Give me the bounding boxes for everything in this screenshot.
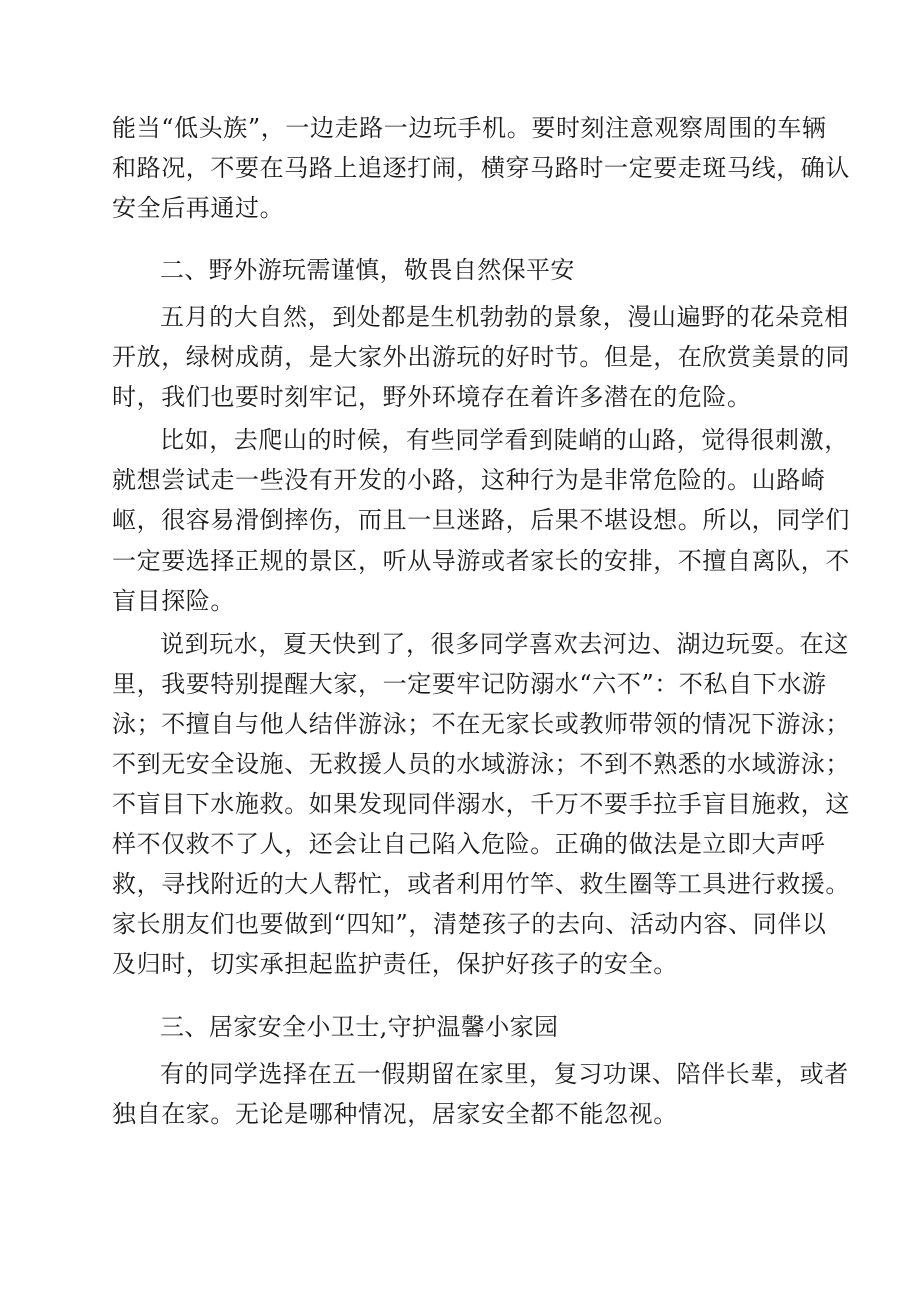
s2-p2-line-3: 岖，很容易滑倒摔伤，而且一旦迷路，后果不堪设想。所以，同学们: [112, 506, 850, 534]
intro-line-2: 和路况，不要在马路上追逐打闹，横穿马路时一定要走斑马线，确认: [112, 154, 850, 182]
section-2-heading: 二、野外游玩需谨慎，敬畏自然保平安: [160, 256, 575, 284]
s2-p2-line-5: 盲目探险。: [112, 587, 235, 615]
s2-p3-line-1: 说到玩水，夏天快到了，很多同学喜欢去河边、湖边玩耍。在这: [160, 630, 849, 658]
s3-p1-line-1: 有的同学选择在五一假期留在家里，复习功课、陪伴长辈，或者: [160, 1060, 849, 1088]
s2-p2-line-4: 一定要选择正规的景区，听从导游或者家长的安排，不擅自离队，不: [112, 547, 850, 575]
intro-line-1: 能当“低头族”，一边走路一边玩手机。要时刻注意观察周围的车辆: [112, 114, 827, 142]
s2-p3-line-4: 不到无安全设施、无救援人员的水域游泳；不到不熟悉的水域游泳；: [112, 750, 850, 778]
s2-p2-line-2: 就想尝试走一些没有开发的小路，这种行为是非常危险的。山路崎: [112, 466, 826, 494]
s2-p3-line-5: 不盲目下水施救。如果发现同伴溺水，千万不要手拉手盲目施救，这: [112, 790, 850, 818]
section-3-heading: 三、居家安全小卫士,守护温馨小家园: [160, 1013, 559, 1041]
s2-p3-line-6: 样不仅救不了人，还会让自己陷入危险。正确的做法是立即大声呼: [112, 830, 826, 858]
s2-p1-line-2: 开放，绿树成荫，是大家外出游玩的好时节。但是，在欣赏美景的同: [112, 343, 850, 371]
s2-p3-line-9: 及归时，切实承担起监护责任，保护好孩子的安全。: [112, 950, 678, 978]
intro-line-3: 安全后再通过。: [112, 194, 285, 222]
s2-p3-line-3: 泳；不擅自与他人结伴游泳；不在无家长或教师带领的情况下游泳；: [112, 710, 850, 738]
s2-p1-line-1: 五月的大自然，到处都是生机勃勃的景象，漫山遍野的花朵竞相: [160, 303, 849, 331]
s2-p3-line-8: 家长朋友们也要做到“四知”，清楚孩子的去向、活动内容、同伴以: [112, 910, 827, 938]
s2-p2-line-1: 比如，去爬山的时候，有些同学看到陡峭的山路，觉得很刺激，: [160, 426, 849, 454]
s2-p3-line-7: 救，寻找附近的大人帮忙，或者利用竹竿、救生圈等工具进行救援。: [112, 870, 850, 898]
s2-p1-line-3: 时，我们也要时刻牢记，野外环境存在着许多潜在的危险。: [112, 383, 752, 411]
s3-p1-line-2: 独自在家。无论是哪种情况，居家安全都不能忽视。: [112, 1100, 678, 1128]
s2-p3-line-2: 里，我要特别提醒大家，一定要牢记防溺水“六不”：不私自下水游: [112, 670, 827, 698]
